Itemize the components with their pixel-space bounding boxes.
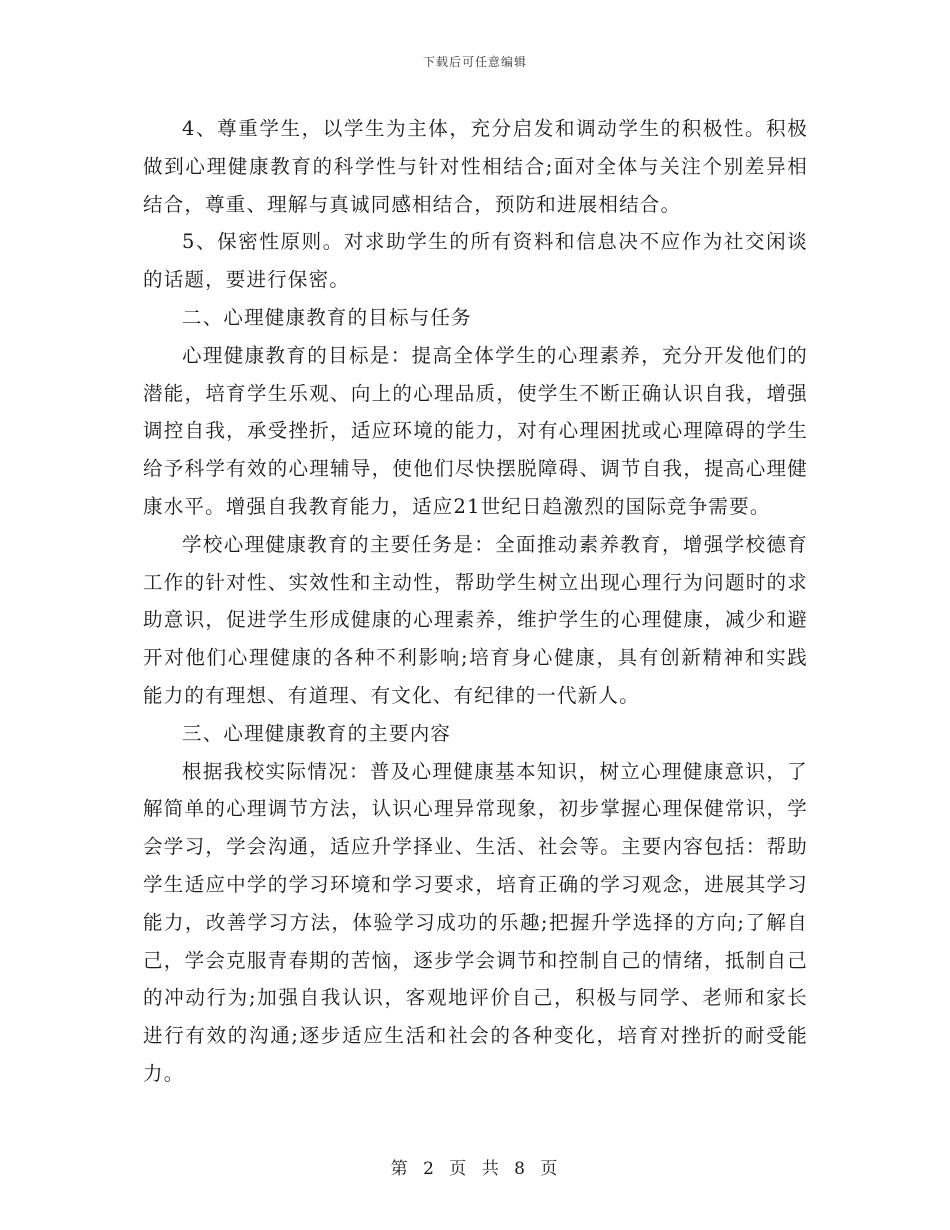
page-header: 下载后可任意编辑: [422, 55, 527, 69]
section-heading-content: 三、心理健康教育的主要内容: [182, 721, 452, 745]
paragraph-content: 根据我校实际情况：普及心理健康基本知识，树立心理健康意识，了解简单的心理调节方法，认识心理异常现象，初步掌握心理保健常识，学会学习，学会沟通，适应升学择业、生活、社会等。主要内容包括：帮助学生适应中学的学习环境和学习要求，培育正确的学习观念，进展其学习能力，改善学习方法，体验学习成功的乐趣;把握升学选择的方向;了解自己，学会克服青春期的苦恼，逐步学会调节和控制自己的情绪，抵制自己的冲动行为;加强自我认识，客观地评价自己，积极与同学、老师和家长进行有效的沟通;逐步适应生活和社会的各种变化，培育对挫折的耐受能力。: [143, 759, 808, 1085]
page-number: 第 2 页 共 8 页: [390, 1159, 560, 1179]
paragraph-goals: 心理健康教育的目标是：提高全体学生的心理素养，充分开发他们的潜能，培育学生乐观、向上的心理品质，使学生不断正确认识自我，增强调控自我，承受挫折，适应环境的能力，对有心理困扰或心理障碍的学生给予科学有效的心理辅导，使他们尽快摆脱障碍、调节自我，提高心理健康水平。增强自我教育能力，适应21世纪日趋激烈的国际竞争需要。: [143, 343, 808, 518]
document-body: [143, 110, 808, 1093]
paragraph-principle-4: 4、尊重学生，以学生为主体，充分启发和调动学生的积极性。积极做到心理健康教育的科学性与针对性相结合;面对全体与关注个别差异相结合，尊重、理解与真诚同感相结合，预防和进展相结合。: [143, 117, 808, 216]
paragraph-tasks: 学校心理健康教育的主要任务是：全面推动素养教育，增强学校德育工作的针对性、实效性和主动性，帮助学生树立出现心理行为问题时的求助意识，促进学生形成健康的心理素养，维护学生的心理健康，减少和避开对他们心理健康的各种不利影响;培育身心健康，具有创新精神和实践能力的有理想、有道理、有文化、有纪律的一代新人。: [143, 532, 808, 707]
section-heading-goals: 二、心理健康教育的目标与任务: [182, 305, 472, 329]
paragraph-principle-5: 5、保密性原则。对求助学生的所有资料和信息决不应作为社交闲谈的话题，要进行保密。: [143, 230, 808, 292]
